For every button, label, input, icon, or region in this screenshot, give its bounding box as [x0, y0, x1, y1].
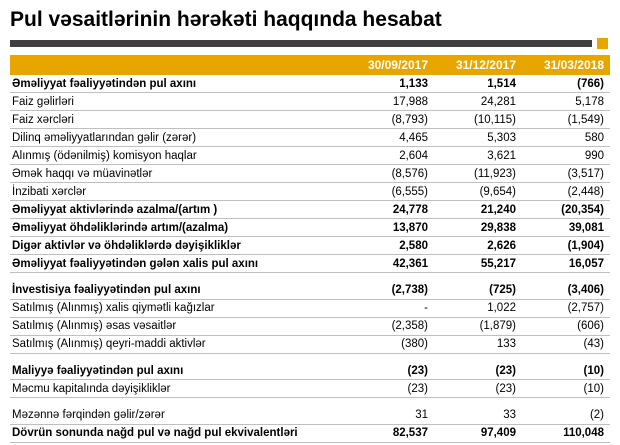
row-value: (43) [522, 335, 610, 353]
row-value: 13,870 [346, 219, 434, 237]
row-value: (1,904) [522, 237, 610, 255]
row-value: (23) [434, 380, 522, 398]
row-label: İnvestisiya fəaliyyətindən pul axını [10, 282, 346, 300]
row-value: (23) [346, 380, 434, 398]
row-value: (2) [522, 407, 610, 425]
row-label: Satılmış (Alınmış) xalis qiymətli kağızlar [10, 299, 346, 317]
row-value: 2,626 [434, 237, 522, 255]
row-value: 4,465 [346, 129, 434, 147]
row-label: İnzibati xərclər [10, 183, 346, 201]
row-value: 42,361 [346, 255, 434, 273]
row-value: - [346, 299, 434, 317]
table-row [10, 75, 610, 93]
row-value: 2,604 [346, 147, 434, 165]
row-value: 31 [346, 407, 434, 425]
row-label: Digər aktivlər və öhdəliklərdə dəyişikliklər [10, 237, 346, 255]
table-row [10, 380, 610, 398]
divider-line [10, 40, 592, 47]
row-label: Satılmış (Alınmış) qeyri-maddi aktivlər [10, 335, 346, 353]
table-header-row [10, 55, 610, 75]
page-title: Pul vəsaitlərinin hərəkəti haqqında hesabat [10, 8, 442, 31]
spacer-cell [10, 398, 610, 407]
row-value: (8,793) [346, 111, 434, 129]
table-row [10, 201, 610, 219]
row-label: Faiz gəlirləri [10, 93, 346, 111]
row-value: 1,514 [434, 75, 522, 93]
table-row [10, 255, 610, 273]
table-row [10, 407, 610, 425]
table-row [10, 219, 610, 237]
row-value: (1,879) [434, 317, 522, 335]
table-row [10, 129, 610, 147]
row-value: 133 [434, 335, 522, 353]
row-value: (20,354) [522, 201, 610, 219]
row-value: (23) [434, 362, 522, 380]
row-value: (766) [522, 75, 610, 93]
row-value: (10) [522, 362, 610, 380]
row-value: (2,757) [522, 299, 610, 317]
row-value: (9,654) [434, 183, 522, 201]
table-row [10, 183, 610, 201]
row-value: 990 [522, 147, 610, 165]
column-header-period-2: 31/12/2017 [434, 55, 522, 75]
row-label: Satılmış (Alınmış) əsas vəsaitlər [10, 317, 346, 335]
row-value: (2,358) [346, 317, 434, 335]
row-value: (10) [522, 380, 610, 398]
row-value: (3,406) [522, 282, 610, 300]
row-value: (10,115) [434, 111, 522, 129]
row-value: 33 [434, 407, 522, 425]
row-value: (606) [522, 317, 610, 335]
row-label: Alınmış (ödənilmiş) komisyon haqlar [10, 147, 346, 165]
row-value: 5,303 [434, 129, 522, 147]
row-value: (2,738) [346, 282, 434, 300]
table-row [10, 335, 610, 353]
spacer-row [10, 273, 610, 282]
row-label: Əmək haqqı və müavinətlər [10, 165, 346, 183]
table-row [10, 93, 610, 111]
row-value: 5,178 [522, 93, 610, 111]
row-label: Əməliyyat aktivlərində azalma/(artım ) [10, 201, 346, 219]
row-value: 16,057 [522, 255, 610, 273]
row-label: Əməliyyat fəaliyyətindən gələn xalis pul axını [10, 255, 346, 273]
row-value: 39,081 [522, 219, 610, 237]
table-row [10, 282, 610, 300]
column-header-period-1: 30/09/2017 [346, 55, 434, 75]
row-value: (725) [434, 282, 522, 300]
row-value: 2,580 [346, 237, 434, 255]
cash-flow-table [10, 55, 610, 443]
table-row [10, 165, 610, 183]
row-label: Məcmu kapitalında dəyişikliklər [10, 380, 346, 398]
row-value: (23) [346, 362, 434, 380]
row-value: 3,621 [434, 147, 522, 165]
row-value: 82,537 [346, 424, 434, 442]
column-header-period-3: 31/03/2018 [522, 55, 610, 75]
row-value: 580 [522, 129, 610, 147]
row-value: 97,409 [434, 424, 522, 442]
row-value: 110,048 [522, 424, 610, 442]
table-row [10, 299, 610, 317]
row-value: 21,240 [434, 201, 522, 219]
row-value: 24,778 [346, 201, 434, 219]
row-value: (8,576) [346, 165, 434, 183]
table-row [10, 362, 610, 380]
row-value: 29,838 [434, 219, 522, 237]
table-row [10, 237, 610, 255]
row-label: Əməliyyat öhdəliklərində artım/(azalma) [10, 219, 346, 237]
row-label: Məzənnə fərqindən gəlir/zərər [10, 407, 346, 425]
table-body [10, 75, 610, 442]
row-value: 1,022 [434, 299, 522, 317]
row-value: (2,448) [522, 183, 610, 201]
row-label: Dilinq əməliyyatlarından gəlir (zərər) [10, 129, 346, 147]
row-value: 17,988 [346, 93, 434, 111]
row-label: Dövrün sonunda nağd pul və nağd pul ekvivalentləri [10, 424, 346, 442]
label-column-header [10, 55, 346, 75]
row-value: (3,517) [522, 165, 610, 183]
row-label: Faiz xərcləri [10, 111, 346, 129]
row-value: 55,217 [434, 255, 522, 273]
row-label: Maliyyə fəaliyyətindən pul axını [10, 362, 346, 380]
row-label: Əməliyyat fəaliyyətindən pul axını [10, 75, 346, 93]
table-row [10, 111, 610, 129]
divider-accent-square [597, 38, 608, 49]
row-value: 1,133 [346, 75, 434, 93]
row-value: 24,281 [434, 93, 522, 111]
row-value: (6,555) [346, 183, 434, 201]
table-row [10, 317, 610, 335]
table-row [10, 147, 610, 165]
table-row [10, 424, 610, 442]
spacer-cell [10, 353, 610, 362]
spacer-row [10, 398, 610, 407]
row-value: (380) [346, 335, 434, 353]
spacer-row [10, 353, 610, 362]
row-value: (1,549) [522, 111, 610, 129]
title-divider-bar [10, 38, 608, 49]
spacer-cell [10, 273, 610, 282]
row-value: (11,923) [434, 165, 522, 183]
